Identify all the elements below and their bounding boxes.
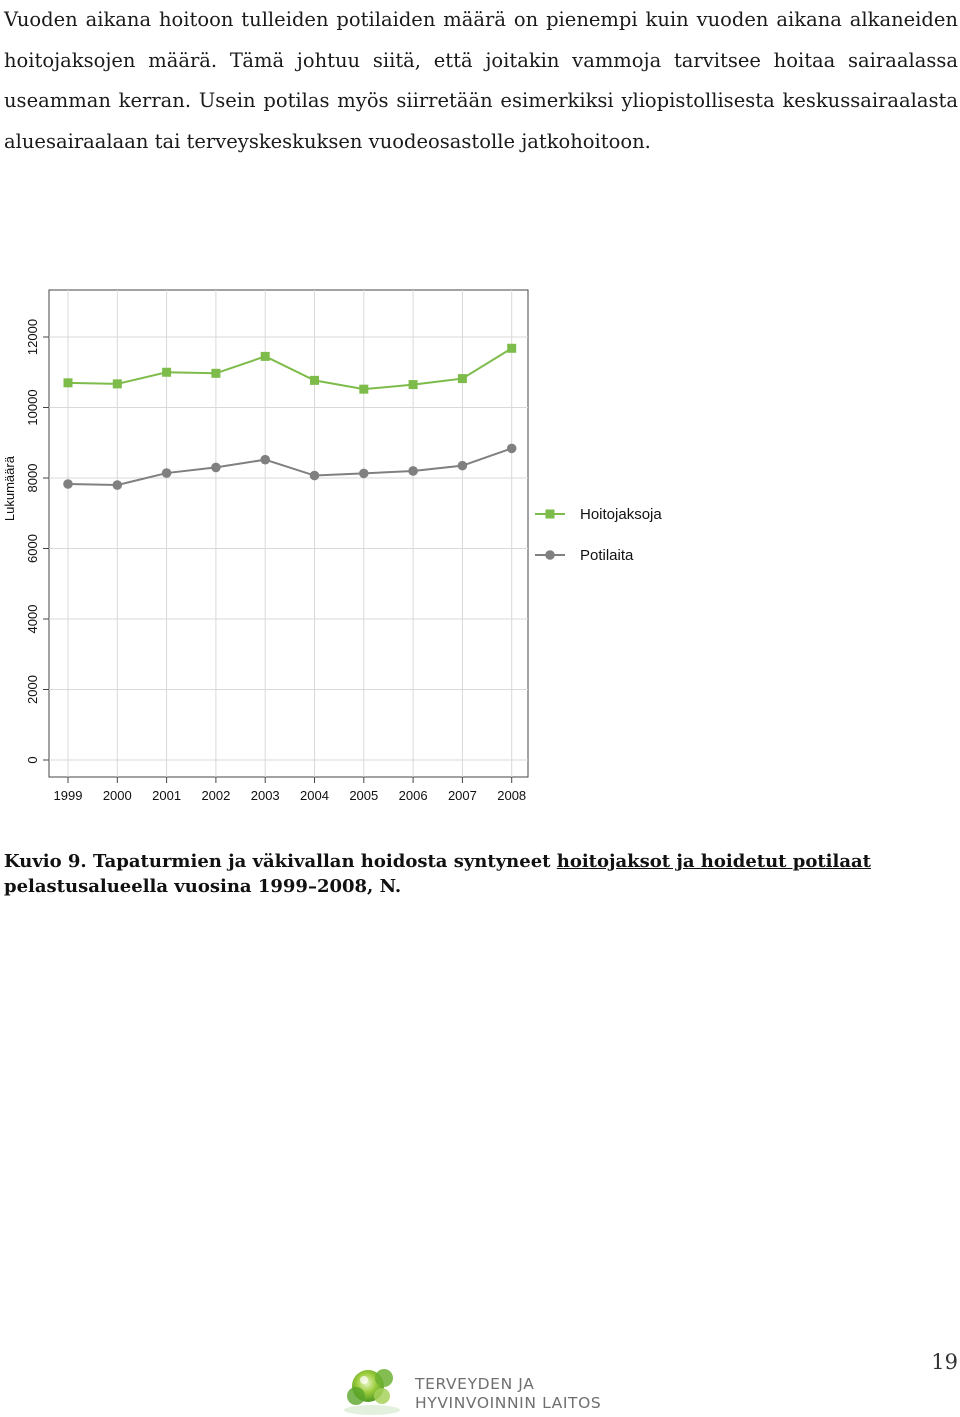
y-tick-label: 0 xyxy=(25,756,40,764)
body-paragraph: Vuoden aikana hoitoon tulleiden potilaiden määrä on pienempi kuin vuoden aikana alkaneiden hoitojaksojen määrä. Tämä johtuu siitä, että joitakin vammoja tarvitsee hoitaa sairaalassa useamman kerran. Usein potilas myös siirretään esimerkiksi yliopistollisesta keskussairaalasta aluesairaalaan tai terveyskeskuksen vuodeosastolle jatkohoitoon. xyxy=(4,8,958,153)
x-tick-label: 2006 xyxy=(398,788,428,803)
legend-label: Hoitojaksoja xyxy=(580,506,662,523)
logo-line-1: TERVEYDEN JA xyxy=(415,1375,535,1393)
x-tick-label: 2007 xyxy=(447,788,477,803)
x-tick-label: 2004 xyxy=(300,788,329,803)
x-tick-label: 2000 xyxy=(102,788,132,803)
y-tick-label: 6000 xyxy=(25,534,40,563)
data-point-hoitojaksoja xyxy=(261,352,270,361)
legend-marker xyxy=(545,550,555,560)
data-point-potilaita xyxy=(113,480,123,490)
data-point-potilaita xyxy=(211,463,221,473)
x-tick-label: 1999 xyxy=(53,788,83,803)
data-point-hoitojaksoja xyxy=(409,380,418,389)
y-tick-label: 10000 xyxy=(25,389,40,426)
thl-logo xyxy=(340,1362,630,1417)
line-chart xyxy=(0,285,700,815)
data-point-potilaita xyxy=(408,466,418,476)
data-point-potilaita xyxy=(310,471,320,481)
y-tick-label: 8000 xyxy=(25,463,40,493)
x-tick-label: 2005 xyxy=(349,788,379,803)
plot-frame xyxy=(49,290,528,777)
logo-emblem-icon xyxy=(340,1362,412,1417)
data-point-hoitojaksoja xyxy=(113,379,122,388)
data-point-hoitojaksoja xyxy=(162,368,171,377)
legend-marker xyxy=(546,510,555,519)
data-point-potilaita xyxy=(458,461,468,471)
figure-caption xyxy=(4,849,960,899)
data-point-potilaita xyxy=(162,468,172,478)
chart-svg xyxy=(0,285,700,815)
y-tick-label: 2000 xyxy=(25,675,40,704)
data-point-potilaita xyxy=(260,455,270,465)
data-point-potilaita xyxy=(359,469,369,479)
x-tick-label: 2002 xyxy=(201,788,231,803)
x-tick-label: 2008 xyxy=(497,788,527,803)
data-point-hoitojaksoja xyxy=(507,344,516,353)
y-tick-label: 12000 xyxy=(25,318,40,356)
data-point-hoitojaksoja xyxy=(64,378,73,387)
caption-underlined: hoitojaksot ja hoidetut potilaat xyxy=(556,851,871,872)
y-tick-label: 4000 xyxy=(25,604,40,634)
data-point-hoitojaksoja xyxy=(310,376,319,385)
caption-suffix: pelastusalueella vuosina 1999–2008, N. xyxy=(4,876,402,897)
logo-line-2: HYVINVOINNIN LAITOS xyxy=(415,1394,602,1412)
page-number: 19 xyxy=(931,1350,958,1374)
logo-text xyxy=(415,1375,601,1413)
data-point-potilaita xyxy=(63,479,73,489)
caption-prefix: Kuvio 9. Tapaturmien ja väkivallan hoidosta syntyneet xyxy=(4,851,557,872)
x-tick-label: 2001 xyxy=(152,788,182,803)
x-tick-label: 2003 xyxy=(250,788,280,803)
data-point-hoitojaksoja xyxy=(458,374,467,383)
data-point-hoitojaksoja xyxy=(359,385,368,394)
data-point-hoitojaksoja xyxy=(211,369,220,378)
data-point-potilaita xyxy=(507,444,517,454)
y-axis-title: Lukumäärä xyxy=(2,456,17,522)
legend-label: Potilaita xyxy=(580,547,634,564)
